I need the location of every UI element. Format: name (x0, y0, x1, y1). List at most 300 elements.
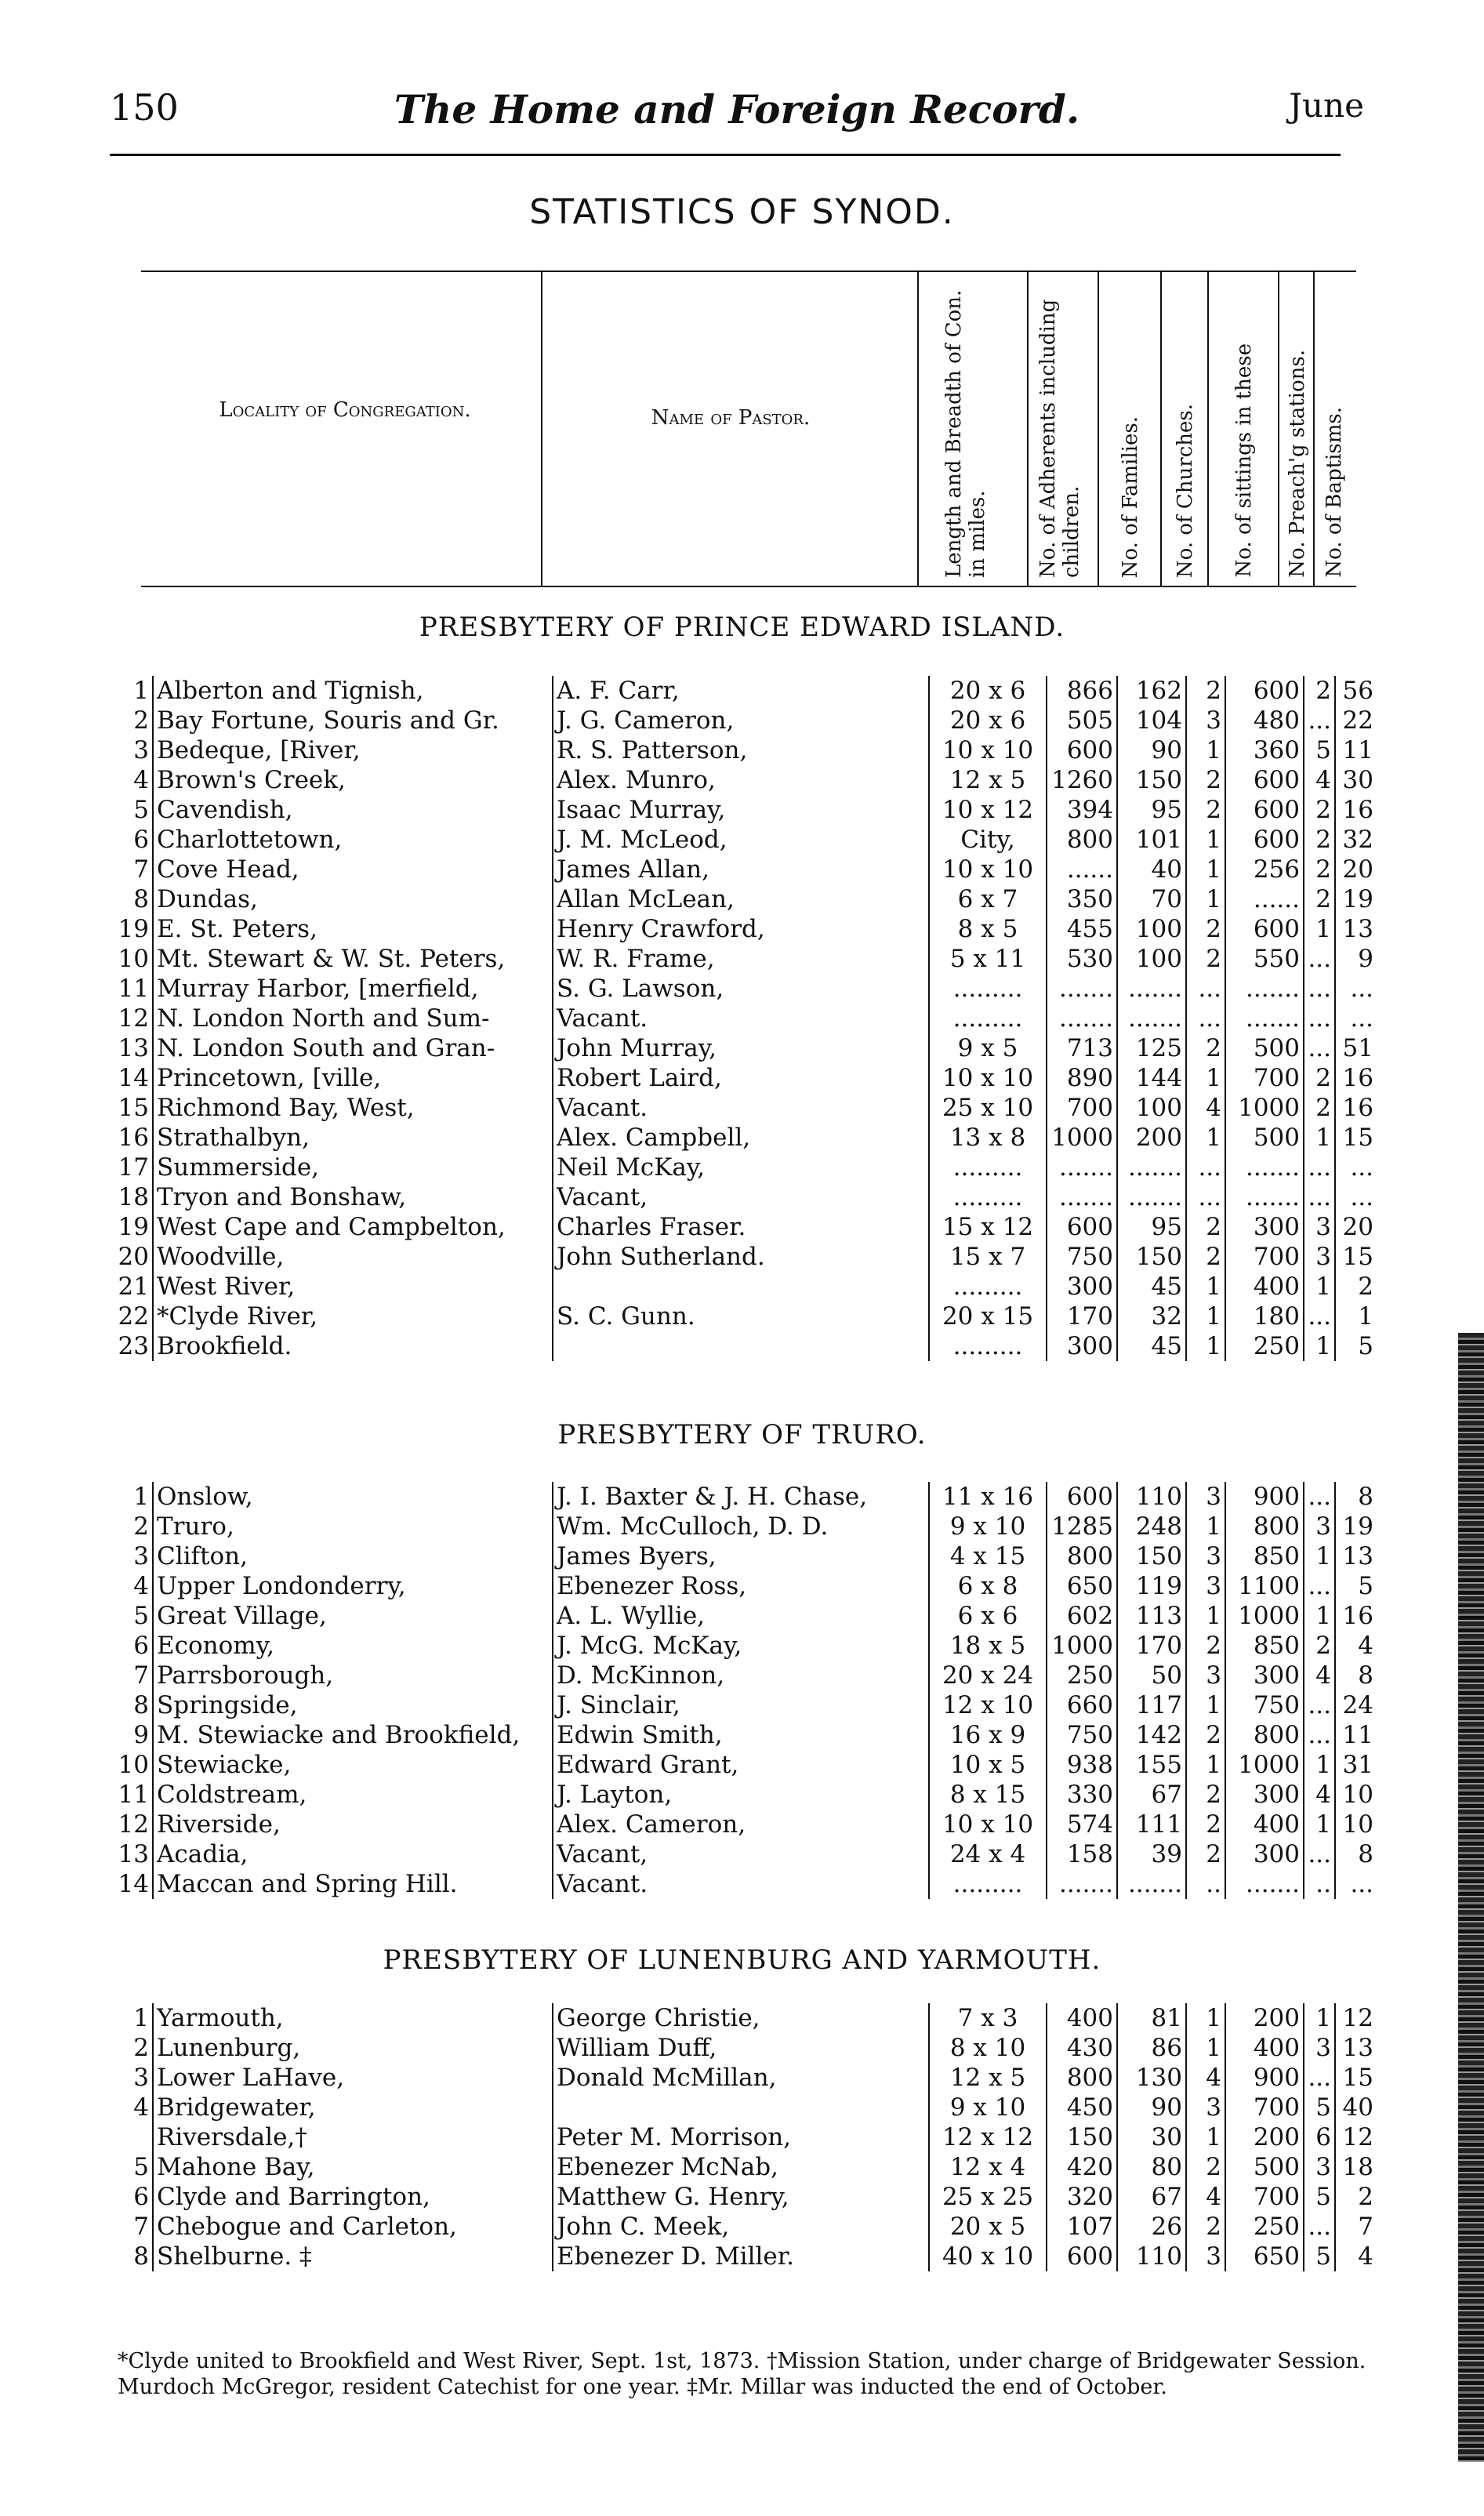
locality-cell: Clyde and Barrington, (153, 2182, 553, 2212)
churches-cell: 1 (1186, 1123, 1225, 1153)
length-cell: ......... (929, 1869, 1047, 1899)
families-cell: 80 (1117, 2152, 1186, 2182)
churches-header: No. of Churches. (1160, 272, 1209, 586)
families-cell: 150 (1117, 1242, 1186, 1272)
length-cell: 20 x 15 (929, 1302, 1047, 1331)
baptisms-cell: 7 (1335, 2212, 1377, 2242)
churches-cell: 1 (1186, 1512, 1225, 1541)
row-number: 2 (133, 2034, 149, 2062)
length-cell: 10 x 10 (929, 1810, 1047, 1839)
sittings-cell: 300 (1225, 1839, 1304, 1869)
sittings-cell: 700 (1225, 2093, 1304, 2122)
sittings-cell: 600 (1225, 914, 1304, 944)
section-title-truro: PRESBYTERY OF TRURO. (557, 1419, 927, 1450)
row-number: 4 (133, 1572, 149, 1600)
pastor-cell: Robert Laird, (553, 1063, 929, 1093)
locality-cell: Mt. Stewart & W. St. Peters, (153, 944, 553, 974)
stations-cell: 3 (1304, 1212, 1335, 1242)
lunenburg-table (110, 2003, 1377, 2271)
pastor-cell: J. I. Baxter & J. H. Chase, (553, 1482, 929, 1512)
families-cell: 67 (1117, 2182, 1186, 2212)
length-cell: 9 x 5 (929, 1033, 1047, 1063)
churches-cell: 4 (1186, 2182, 1225, 2212)
baptisms-cell: 22 (1335, 706, 1377, 735)
length-cell: 15 x 12 (929, 1212, 1047, 1242)
baptisms-cell: 4 (1335, 2242, 1377, 2271)
locality-cell: Clifton, (153, 1541, 553, 1571)
table-row (110, 1004, 1377, 1033)
sittings-cell: 480 (1225, 706, 1304, 735)
locality-cell: Cove Head, (153, 855, 553, 884)
pastor-cell: J. McG. McKay, (553, 1631, 929, 1661)
sittings-cell: 300 (1225, 1212, 1304, 1242)
length-cell: ......... (929, 1153, 1047, 1182)
table-row (110, 1750, 1377, 1780)
sittings-cell: 1000 (1225, 1601, 1304, 1631)
length-cell: 12 x 4 (929, 2152, 1047, 2182)
row-number: 7 (133, 2213, 149, 2241)
locality-cell: Maccan and Spring Hill. (153, 1869, 553, 1899)
sittings-cell: ....... (1225, 974, 1304, 1004)
table-row (110, 676, 1377, 706)
locality-cell: West Cape and Campbelton, (153, 1212, 553, 1242)
families-cell: 95 (1117, 1212, 1186, 1242)
sittings-cell: 800 (1225, 1512, 1304, 1541)
row-number: 2 (133, 1512, 149, 1541)
row-number (110, 2122, 153, 2152)
stations-header: No. Preach'g stations. (1278, 272, 1315, 586)
stations-cell: 3 (1304, 1242, 1335, 1272)
length-cell: ......... (929, 1331, 1047, 1361)
table-row (110, 1182, 1377, 1212)
length-cell: 10 x 12 (929, 795, 1047, 825)
pastor-cell (553, 1331, 929, 1361)
row-number: 14 (118, 1064, 149, 1092)
length-cell: ......... (929, 1004, 1047, 1033)
pastor-cell: Vacant. (553, 1869, 929, 1899)
issue-month: June (1289, 86, 1364, 125)
pastor-cell: Ebenezer D. Miller. (553, 2242, 929, 2271)
families-cell: 150 (1117, 765, 1186, 795)
adherents-cell: 1000 (1047, 1631, 1117, 1661)
length-cell: 8 x 10 (929, 2033, 1047, 2063)
churches-cell: 2 (1186, 765, 1225, 795)
pastor-cell: Donald McMillan, (553, 2063, 929, 2093)
churches-cell: 3 (1186, 1571, 1225, 1601)
length-cell: 12 x 10 (929, 1690, 1047, 1720)
baptisms-cell: 16 (1335, 1601, 1377, 1631)
families-cell: 40 (1117, 855, 1186, 884)
pastor-cell: Vacant. (553, 1004, 929, 1033)
baptisms-cell: 5 (1335, 1331, 1377, 1361)
baptisms-cell: 15 (1335, 1123, 1377, 1153)
sittings-cell: 1000 (1225, 1093, 1304, 1123)
pastor-cell: Alex. Campbell, (553, 1123, 929, 1153)
adherents-cell: ...... (1047, 855, 1117, 884)
families-cell: 248 (1117, 1512, 1186, 1541)
churches-cell: 3 (1186, 706, 1225, 735)
families-cell: 32 (1117, 1302, 1186, 1331)
row-number: 3 (133, 736, 149, 764)
sittings-cell: 700 (1225, 2182, 1304, 2212)
families-cell: 39 (1117, 1839, 1186, 1869)
sittings-cell: 250 (1225, 2212, 1304, 2242)
length-cell: 9 x 10 (929, 1512, 1047, 1541)
locality-cell: Riversdale,† (153, 2122, 553, 2152)
length-cell: 7 x 3 (929, 2003, 1047, 2033)
length-cell: 4 x 15 (929, 1541, 1047, 1571)
row-number: 5 (133, 1602, 149, 1630)
stations-cell: ... (1304, 1482, 1335, 1512)
stations-cell: 2 (1304, 1631, 1335, 1661)
sittings-cell: 900 (1225, 1482, 1304, 1512)
pastor-cell: D. McKinnon, (553, 1661, 929, 1690)
row-number: 1 (133, 677, 149, 705)
locality-cell: Upper Londonderry, (153, 1571, 553, 1601)
families-cell: 70 (1117, 884, 1186, 914)
pastor-cell: Ebenezer Ross, (553, 1571, 929, 1601)
length-cell: 11 x 16 (929, 1482, 1047, 1512)
row-number: 10 (118, 945, 149, 973)
families-cell: 90 (1117, 2093, 1186, 2122)
adherents-cell: ....... (1047, 1182, 1117, 1212)
families-cell: 125 (1117, 1033, 1186, 1063)
table-row (110, 2033, 1377, 2063)
locality-cell: Bay Fortune, Souris and Gr. (153, 706, 553, 735)
sittings-cell: ...... (1225, 884, 1304, 914)
churches-cell: 3 (1186, 1541, 1225, 1571)
families-cell: ....... (1117, 1153, 1186, 1182)
locality-cell: Great Village, (153, 1601, 553, 1631)
churches-cell: 1 (1186, 2003, 1225, 2033)
row-number: 17 (118, 1153, 149, 1182)
locality-cell: E. St. Peters, (153, 914, 553, 944)
baptisms-cell: ... (1335, 974, 1377, 1004)
churches-cell: 2 (1186, 676, 1225, 706)
stations-cell: 3 (1304, 2152, 1335, 2182)
adherents-cell: 1000 (1047, 1123, 1117, 1153)
row-number: 5 (133, 2153, 149, 2181)
families-cell: 104 (1117, 706, 1186, 735)
families-cell: 95 (1117, 795, 1186, 825)
pastor-cell: A. L. Wyllie, (553, 1601, 929, 1631)
pastor-cell: J. G. Cameron, (553, 706, 929, 735)
churches-cell: 1 (1186, 825, 1225, 855)
locality-cell: Acadia, (153, 1839, 553, 1869)
sittings-cell: 500 (1225, 1033, 1304, 1063)
stations-cell: ... (1304, 1033, 1335, 1063)
churches-cell: 1 (1186, 1272, 1225, 1302)
main-title: STATISTICS OF SYNOD. (529, 192, 955, 232)
baptisms-cell: 16 (1335, 1063, 1377, 1093)
adherents-cell: 107 (1047, 2212, 1117, 2242)
pastor-cell: Ebenezer McNab, (553, 2152, 929, 2182)
adherents-cell: 600 (1047, 735, 1117, 765)
length-cell: 6 x 6 (929, 1601, 1047, 1631)
families-cell: 90 (1117, 735, 1186, 765)
table-row (110, 974, 1377, 1004)
sittings-cell: ....... (1225, 1869, 1304, 1899)
sittings-cell: 1000 (1225, 1750, 1304, 1780)
stations-cell: 2 (1304, 825, 1335, 855)
locality-cell: Brookfield. (153, 1331, 553, 1361)
sittings-cell: 600 (1225, 825, 1304, 855)
locality-cell: Strathalbyn, (153, 1123, 553, 1153)
adherents-cell: 800 (1047, 2063, 1117, 2093)
baptisms-cell: 5 (1335, 1571, 1377, 1601)
baptisms-cell: 13 (1335, 1541, 1377, 1571)
adherents-cell: 938 (1047, 1750, 1117, 1780)
baptisms-cell: 12 (1335, 2122, 1377, 2152)
families-cell: 150 (1117, 1541, 1186, 1571)
table-row (110, 1123, 1377, 1153)
stations-cell: ... (1304, 1690, 1335, 1720)
row-number: 20 (118, 1243, 149, 1271)
stations-cell: 1 (1304, 1541, 1335, 1571)
adherents-cell: ....... (1047, 974, 1117, 1004)
families-cell: 30 (1117, 2122, 1186, 2152)
families-cell: 110 (1117, 2242, 1186, 2271)
table-row (110, 2212, 1377, 2242)
length-cell: 20 x 24 (929, 1661, 1047, 1690)
table-row (110, 1780, 1377, 1810)
baptisms-cell: 15 (1335, 2063, 1377, 2093)
stations-cell: 2 (1304, 676, 1335, 706)
row-number: 3 (133, 2064, 149, 2092)
adherents-cell: 150 (1047, 2122, 1117, 2152)
locality-cell: Tryon and Bonshaw, (153, 1182, 553, 1212)
churches-cell: 2 (1186, 2212, 1225, 2242)
length-cell: 6 x 8 (929, 1571, 1047, 1601)
pastor-cell (553, 1272, 929, 1302)
length-cell: 5 x 11 (929, 944, 1047, 974)
locality-cell: N. London South and Gran- (153, 1033, 553, 1063)
sittings-cell: 850 (1225, 1631, 1304, 1661)
sittings-cell: 180 (1225, 1302, 1304, 1331)
families-cell: 67 (1117, 1780, 1186, 1810)
churches-cell: 3 (1186, 2242, 1225, 2271)
length-cell: ......... (929, 974, 1047, 1004)
row-number: 5 (133, 796, 149, 824)
table-row (110, 855, 1377, 884)
length-cell: 9 x 10 (929, 2093, 1047, 2122)
column-header-row (141, 270, 1356, 587)
row-number: 2 (133, 706, 149, 735)
length-cell: City, (929, 825, 1047, 855)
table-row (110, 1869, 1377, 1899)
adherents-cell: 505 (1047, 706, 1117, 735)
locality-cell: Cavendish, (153, 795, 553, 825)
length-cell: 40 x 10 (929, 2242, 1047, 2271)
length-cell: 12 x 12 (929, 2122, 1047, 2152)
stations-cell: 1 (1304, 1331, 1335, 1361)
table-row (110, 1601, 1377, 1631)
adherents-cell: 1260 (1047, 765, 1117, 795)
sittings-cell: 850 (1225, 1541, 1304, 1571)
baptisms-cell: 4 (1335, 1631, 1377, 1661)
stations-cell: 2 (1304, 1063, 1335, 1093)
row-number: 8 (133, 1691, 149, 1719)
table-row (110, 1512, 1377, 1541)
adherents-cell: 530 (1047, 944, 1117, 974)
length-cell: 13 x 8 (929, 1123, 1047, 1153)
adherents-cell: ....... (1047, 1153, 1117, 1182)
table-row (110, 2003, 1377, 2033)
sittings-cell: 400 (1225, 2033, 1304, 2063)
pastor-cell: J. M. McLeod, (553, 825, 929, 855)
churches-cell: ... (1186, 1004, 1225, 1033)
stations-cell: 2 (1304, 855, 1335, 884)
adherents-cell: 600 (1047, 1212, 1117, 1242)
sittings-cell: 700 (1225, 1063, 1304, 1093)
stations-cell: 2 (1304, 1093, 1335, 1123)
table-row (110, 1093, 1377, 1123)
stations-cell: ... (1304, 1302, 1335, 1331)
pastor-cell: Matthew G. Henry, (553, 2182, 929, 2212)
baptisms-cell: 16 (1335, 795, 1377, 825)
row-number: 9 (133, 1721, 149, 1749)
pastor-cell: Isaac Murray, (553, 795, 929, 825)
churches-cell: 2 (1186, 1720, 1225, 1750)
churches-cell: .. (1186, 1869, 1225, 1899)
table-row (110, 1153, 1377, 1182)
sittings-cell: 900 (1225, 2063, 1304, 2093)
section-title-lunenburg: PRESBYTERY OF LUNENBURG AND YARMOUTH. (383, 1944, 1101, 1976)
truro-table (110, 1482, 1377, 1899)
locality-cell: *Clyde River, (153, 1302, 553, 1331)
stations-cell: ... (1304, 1839, 1335, 1869)
length-cell: 6 x 7 (929, 884, 1047, 914)
table-row (110, 1212, 1377, 1242)
families-cell: 144 (1117, 1063, 1186, 1093)
churches-cell: 2 (1186, 1780, 1225, 1810)
row-number: 23 (118, 1332, 149, 1360)
locality-cell: Bridgewater, (153, 2093, 553, 2122)
baptisms-cell: 8 (1335, 1839, 1377, 1869)
sittings-cell: 800 (1225, 1720, 1304, 1750)
locality-header: Locality of Congregation. (219, 398, 471, 422)
table-row (110, 1242, 1377, 1272)
adherents-cell: 300 (1047, 1331, 1117, 1361)
table-row (110, 1810, 1377, 1839)
stations-cell: 3 (1304, 2033, 1335, 2063)
families-cell: 155 (1117, 1750, 1186, 1780)
pastor-cell: Wm. McCulloch, D. D. (553, 1512, 929, 1541)
churches-cell: 1 (1186, 2122, 1225, 2152)
row-number: 22 (118, 1302, 149, 1331)
length-cell: ......... (929, 1272, 1047, 1302)
baptisms-cell: 13 (1335, 914, 1377, 944)
stations-cell: 1 (1304, 1810, 1335, 1839)
baptisms-cell: 15 (1335, 1242, 1377, 1272)
pastor-cell: Neil McKay, (553, 1153, 929, 1182)
table-row (110, 1541, 1377, 1571)
baptisms-cell: 2 (1335, 1272, 1377, 1302)
locality-cell: Brown's Creek, (153, 765, 553, 795)
churches-cell: 2 (1186, 1839, 1225, 1869)
journal-title: The Home and Foreign Record. (394, 86, 1080, 133)
row-number: 13 (118, 1034, 149, 1062)
baptisms-cell: 9 (1335, 944, 1377, 974)
locality-cell: Dundas, (153, 884, 553, 914)
stations-cell: ... (1304, 2063, 1335, 2093)
churches-cell: 2 (1186, 795, 1225, 825)
locality-cell: Riverside, (153, 1810, 553, 1839)
stations-cell: 5 (1304, 2093, 1335, 2122)
adherents-cell: 602 (1047, 1601, 1117, 1631)
locality-cell: Truro, (153, 1512, 553, 1541)
baptisms-cell: 19 (1335, 1512, 1377, 1541)
adherents-cell: 660 (1047, 1690, 1117, 1720)
locality-cell: Chebogue and Carleton, (153, 2212, 553, 2242)
length-cell: 10 x 10 (929, 855, 1047, 884)
table-row (110, 1839, 1377, 1869)
table-row (110, 1720, 1377, 1750)
pastor-cell: Allan McLean, (553, 884, 929, 914)
pastor-cell: R. S. Patterson, (553, 735, 929, 765)
sittings-cell: 600 (1225, 795, 1304, 825)
churches-cell: 2 (1186, 1810, 1225, 1839)
families-cell: 111 (1117, 1810, 1186, 1839)
locality-cell: Parrsborough, (153, 1661, 553, 1690)
sittings-cell: 550 (1225, 944, 1304, 974)
families-cell: 110 (1117, 1482, 1186, 1512)
locality-cell: Yarmouth, (153, 2003, 553, 2033)
length-cell: 10 x 10 (929, 735, 1047, 765)
sittings-cell: 256 (1225, 855, 1304, 884)
adherents-cell: ....... (1047, 1004, 1117, 1033)
locality-cell: Coldstream, (153, 1780, 553, 1810)
stations-cell: 5 (1304, 2182, 1335, 2212)
pastor-cell: John Sutherland. (553, 1242, 929, 1272)
stations-cell: .. (1304, 1869, 1335, 1899)
families-cell: 100 (1117, 944, 1186, 974)
locality-cell: M. Stewiacke and Brookfield, (153, 1720, 553, 1750)
adherents-cell: 713 (1047, 1033, 1117, 1063)
adherents-cell: 320 (1047, 2182, 1117, 2212)
length-cell: 25 x 25 (929, 2182, 1047, 2212)
churches-cell: 4 (1186, 2063, 1225, 2093)
baptisms-cell: 30 (1335, 765, 1377, 795)
pastor-cell: James Byers, (553, 1541, 929, 1571)
row-number: 7 (133, 855, 149, 884)
adherents-cell: 330 (1047, 1780, 1117, 1810)
locality-cell: Summerside, (153, 1153, 553, 1182)
row-number: 13 (118, 1840, 149, 1868)
baptisms-cell: 24 (1335, 1690, 1377, 1720)
stations-cell: 5 (1304, 2242, 1335, 2271)
locality-cell: Lunenburg, (153, 2033, 553, 2063)
adherents-cell: 600 (1047, 1482, 1117, 1512)
families-cell: 26 (1117, 2212, 1186, 2242)
length-cell: 25 x 10 (929, 1093, 1047, 1123)
baptisms-cell: 11 (1335, 735, 1377, 765)
families-cell: 117 (1117, 1690, 1186, 1720)
churches-cell: 2 (1186, 1033, 1225, 1063)
adherents-cell: 170 (1047, 1302, 1117, 1331)
stations-cell: ... (1304, 1004, 1335, 1033)
adherents-cell: 400 (1047, 2003, 1117, 2033)
baptisms-cell: 20 (1335, 1212, 1377, 1242)
families-cell: 50 (1117, 1661, 1186, 1690)
sittings-cell: 250 (1225, 1331, 1304, 1361)
baptisms-cell: 1 (1335, 1302, 1377, 1331)
families-cell: 200 (1117, 1123, 1186, 1153)
churches-cell: 1 (1186, 1690, 1225, 1720)
churches-cell: 3 (1186, 2093, 1225, 2122)
stations-cell: 4 (1304, 1661, 1335, 1690)
length-cell: 20 x 6 (929, 676, 1047, 706)
